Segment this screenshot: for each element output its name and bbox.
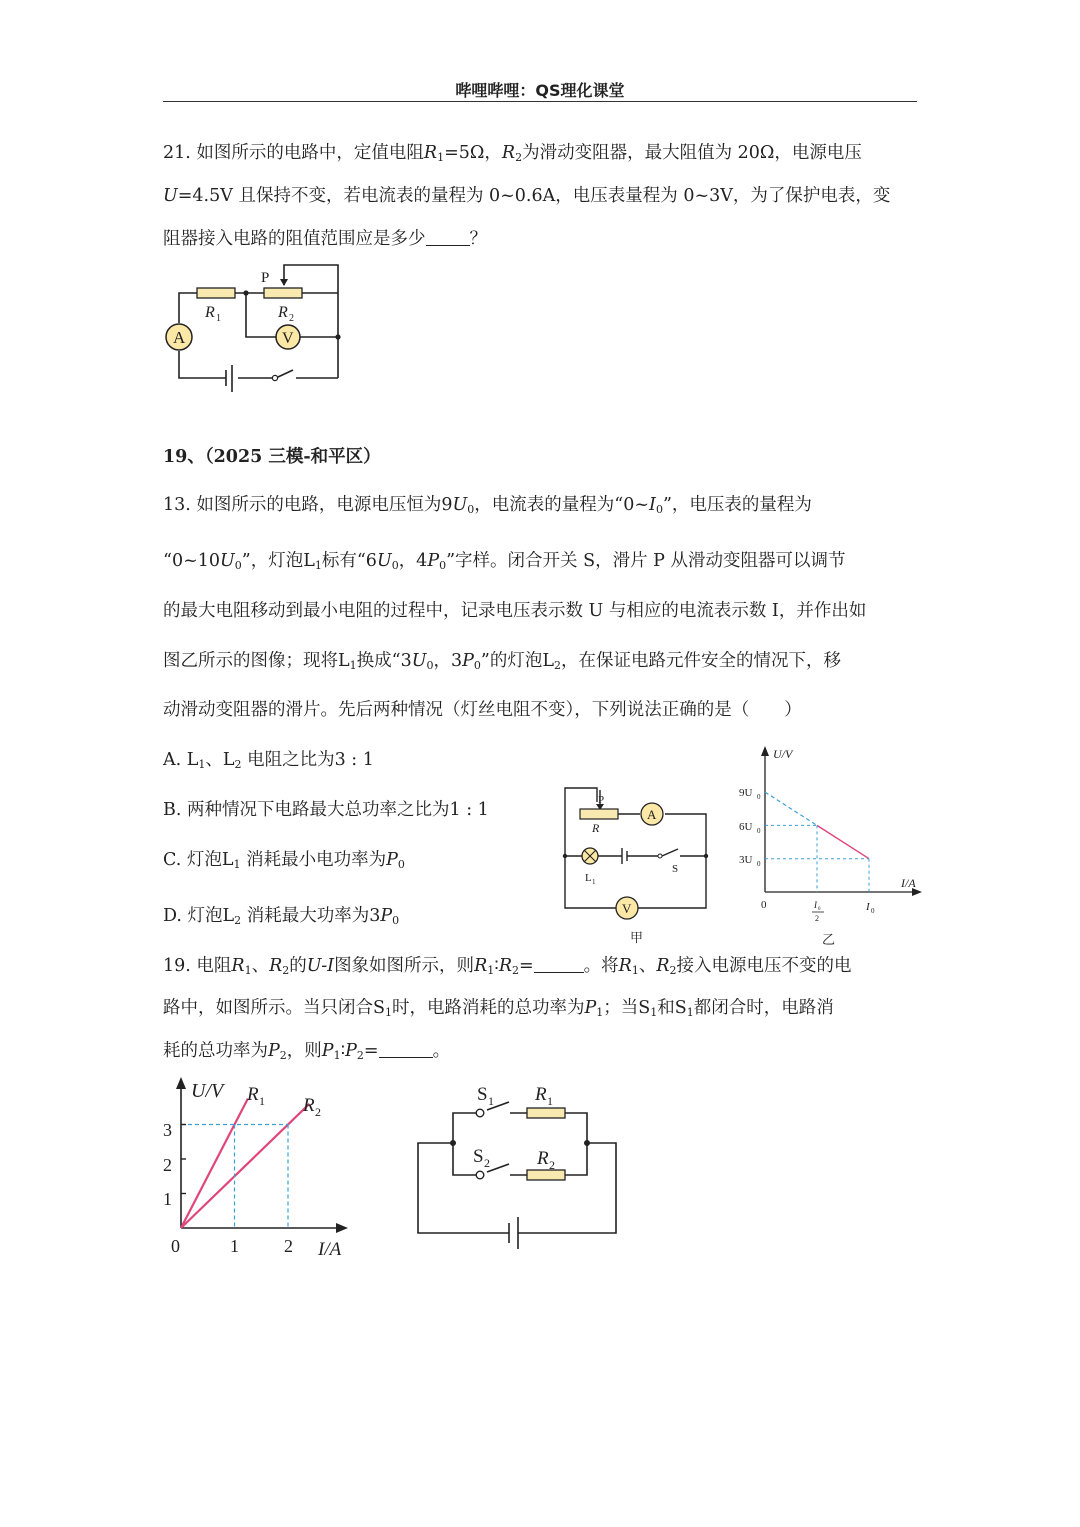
ui-tick-y1: 1 (163, 1189, 172, 1209)
switch-s1-label: S (477, 1084, 488, 1105)
q13-graph-yi (735, 740, 925, 950)
r2-line (181, 1104, 309, 1228)
yi-ylabel: U/V (773, 747, 793, 761)
q19-answer-blank-1[interactable] (534, 956, 584, 973)
r1-sub: 1 (216, 313, 221, 324)
slider-p-label: P (261, 270, 270, 286)
header-divider (163, 101, 917, 102)
ui-tick-x2: 2 (284, 1236, 293, 1256)
jia-p-label: P (598, 794, 605, 806)
yi-tick-6u0: 6U (739, 821, 753, 833)
q13-line1: 13. 如图所示的电路，电源电压恒为$9U_0$，电流表的量程为“$0\sim I_0$”，电压表的量程为 (163, 495, 812, 516)
q13-option-a[interactable]: A. $L_1$、$L_2$ 电阻之比为3 : 1 (163, 750, 374, 771)
jia-caption: 甲 (630, 930, 644, 945)
svg-text:2: 2 (815, 914, 819, 923)
svg-text:1: 1 (259, 1094, 265, 1108)
q19-circuit-diagram (415, 1075, 625, 1255)
resistor-r1 (197, 288, 235, 298)
q13-line3: 的最大电阻移动到最小电阻的过程中，记录电压表示数 U 与相应的电流表示数 I，并作出如 (163, 601, 867, 621)
svg-text:0: 0 (757, 793, 761, 801)
q19-line2: 路中，如图所示。当只闭合$S_1$时，电路消耗的总功率为$P_1$；当$S_1$和$S_1$都闭合时，电路消 (163, 998, 834, 1019)
rheostat-r (580, 809, 618, 819)
yi-tick-3u0: 3U (739, 854, 753, 866)
resistor-r1 (527, 1108, 565, 1118)
q19-line1: 19. 电阻$R_1$、$R_2$的U-I图象如图所示，则$R_1∶R_2=$ 。将$R_1$、$R_2$接入电源电压不变的电 (163, 956, 852, 977)
resistor-r2 (527, 1170, 565, 1180)
yi-line-dashed (765, 792, 817, 825)
q13-option-c[interactable]: C. 灯泡$L_1$ 消耗最小电功率为$P_0$ (163, 850, 405, 871)
jia-a-label: A (647, 807, 657, 822)
jia-v-label: V (622, 901, 632, 916)
q19-ui-graph (160, 1075, 360, 1265)
yi-tick-i0: I (866, 901, 870, 913)
yi-plot-lines (765, 792, 869, 892)
svg-text:0: 0 (818, 907, 821, 912)
ui-xlabel: I/A (318, 1239, 342, 1260)
voltmeter-label: V (282, 330, 294, 347)
q13-option-d[interactable]: D. 灯泡$L_2$ 消耗最大功率为$3P_0$ (163, 906, 400, 927)
ui-r2-label: R (303, 1095, 315, 1116)
switch-s2-label: S (473, 1146, 484, 1167)
jia-r-label: R (592, 821, 600, 835)
circuit-r2-label: R (537, 1148, 549, 1169)
svg-text:0: 0 (757, 827, 761, 835)
ui-tick-y2: 2 (163, 1155, 172, 1175)
svg-text:2: 2 (549, 1158, 555, 1172)
q21-circuit-diagram (160, 255, 350, 395)
q19-answer-blank-2[interactable] (379, 1041, 433, 1058)
q13-line4: 图乙所示的图像；现将$L_1$换成“$3U_0$，$3P_0$”的灯泡$L_2$，在保证电路元件安全的情况下，移 (163, 651, 841, 672)
svg-text:0: 0 (757, 860, 761, 868)
page-header: 哔哩哔哩：QS理化课堂 (455, 81, 625, 100)
svg-text:2: 2 (315, 1105, 321, 1119)
yi-xlabel: I/A (901, 876, 916, 890)
circuit-r1-label: R (535, 1084, 547, 1105)
r1-line (181, 1099, 248, 1228)
ui-origin: 0 (171, 1236, 180, 1256)
q21-line1: 21. 如图所示的电路中，定值电阻$R_1=5\Omega$，$R_2$为滑动变阻器，最大阻值为 20Ω，电源电压 (163, 143, 862, 164)
yi-origin: 0 (761, 899, 767, 911)
r2-label: R (278, 304, 288, 321)
q13-option-b[interactable]: B. 两种情况下电路最大总功率之比为1 : 1 (163, 800, 489, 820)
yi-tick-9u0: 9U (739, 787, 753, 799)
svg-text:1: 1 (547, 1094, 553, 1108)
q13-circuit-jia (560, 780, 720, 950)
ui-tick-x1: 1 (230, 1236, 239, 1256)
jia-l1-sub: 1 (592, 878, 596, 886)
svg-text:0: 0 (871, 907, 875, 915)
jia-l1-label: L (585, 872, 592, 884)
q13-line2: “$0\sim 10U_0$”，灯泡$L_1$标有“$6U_0$，$4P_0$”字样。闭合开关 S，滑片 P 从滑动变阻器可以调节 (163, 551, 846, 572)
jia-s-label: S (672, 863, 679, 875)
q21-line2: U=4.5V 且保持不变，若电流表的量程为 0~0.6A，电压表量程为 0~3V，为了保护电表，变 (163, 186, 891, 206)
section-heading: 19、（2025 三模-和平区） (163, 447, 381, 467)
rheostat-r2 (264, 288, 302, 298)
yi-tick-half-i0: I (814, 900, 817, 910)
yi-line-solid (817, 825, 869, 858)
slider-arrow-icon (280, 279, 288, 286)
svg-text:2: 2 (484, 1156, 490, 1170)
r2-sub: 2 (289, 313, 294, 324)
ui-plot-lines (181, 1099, 309, 1228)
ui-tick-y3: 3 (163, 1120, 172, 1140)
ui-ylabel: U/V (191, 1080, 224, 1102)
q21-line3: 阻器接入电路的阻值范围应是多少 ？ (163, 229, 487, 249)
q21-answer-blank[interactable] (426, 229, 470, 246)
yi-caption: 乙 (822, 932, 836, 947)
ammeter-label: A (173, 328, 186, 347)
svg-text:1: 1 (488, 1094, 494, 1108)
r1-label: R (205, 304, 215, 321)
q19-line3: 耗的总功率为$P_2$，则$P_1∶P_2=$ 。 (163, 1041, 451, 1062)
ui-r1-label: R (247, 1084, 259, 1105)
q13-line5: 动滑动变阻器的滑片。先后两种情况（灯丝电阻不变），下列说法正确的是（ ） (163, 700, 802, 720)
